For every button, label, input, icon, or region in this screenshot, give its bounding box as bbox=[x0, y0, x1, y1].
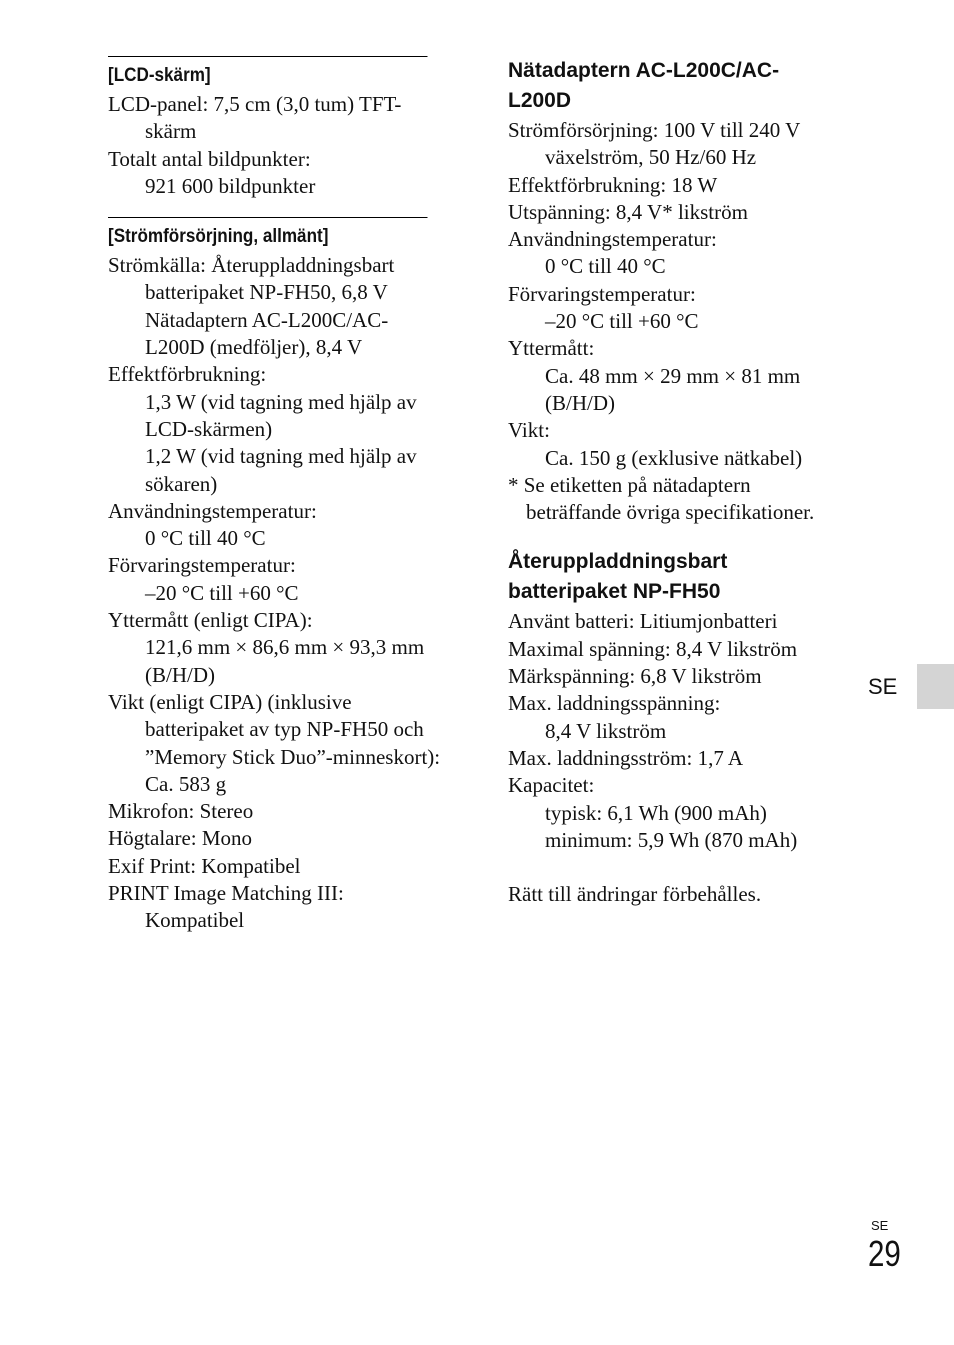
spec-line: 0 °C till 40 °C bbox=[145, 526, 266, 551]
spec-line: (B/H/D) bbox=[145, 662, 215, 687]
spec-line: Yttermått: bbox=[508, 336, 595, 361]
spec-line: Användningstemperatur: bbox=[508, 227, 717, 252]
spec-line: LCD-panel: 7,5 cm (3,0 tum) TFT- bbox=[108, 92, 402, 116]
spec-line: Förvaringstemperatur: bbox=[108, 553, 296, 578]
section-heading-battery bbox=[508, 547, 853, 607]
spec-line: 121,6 mm × 86,6 mm × 93,3 mm bbox=[145, 635, 425, 660]
spec-line: Totalt antal bildpunkter: bbox=[108, 146, 311, 171]
page-number: 29 bbox=[868, 1233, 901, 1274]
spec-line: skärm bbox=[145, 119, 197, 144]
spec-line: Högtalare: Mono bbox=[108, 826, 253, 851]
spec-line: Max. laddningsspänning: bbox=[508, 691, 721, 716]
spec-line: Effektförbrukning: 18 W bbox=[508, 172, 718, 197]
spec-line: sökaren) bbox=[145, 471, 218, 496]
spec-line: växelström, 50 Hz/60 Hz bbox=[545, 145, 757, 170]
spec-line: Strömkälla: Återuppladdningsbart bbox=[108, 253, 395, 278]
spec-line: –20 °C till +60 °C bbox=[145, 580, 299, 605]
language-tab bbox=[917, 664, 954, 709]
page-language-label: SE bbox=[871, 1218, 889, 1233]
spec-line: Använt batteri: Litiumjonbatteri bbox=[508, 609, 778, 634]
heading-line: Nätadaptern AC-L200C/AC- bbox=[508, 59, 780, 82]
spec-line: Effektförbrukning: bbox=[108, 362, 267, 387]
right-column bbox=[508, 56, 853, 909]
spec-line: Exif Print: Kompatibel bbox=[108, 853, 301, 878]
footnote-line: beträffande övriga specifikationer. bbox=[526, 500, 815, 525]
spec-line: 1,3 W (vid tagning med hjälp av bbox=[145, 389, 417, 414]
spec-line: PRINT Image Matching III: bbox=[108, 881, 344, 906]
spec-line: L200D (medföljer), 8,4 V bbox=[145, 335, 363, 360]
section-heading-lcd: [LCD-skärm] bbox=[108, 56, 428, 89]
footnote-line: * Se etiketten på nätadaptern bbox=[508, 472, 751, 497]
spec-line: 921 600 bildpunkter bbox=[145, 173, 316, 198]
spec-line: minimum: 5,9 Wh (870 mAh) bbox=[545, 827, 798, 852]
section-heading-adapter bbox=[508, 56, 853, 116]
spec-line: Maximal spänning: 8,4 V likström bbox=[508, 636, 798, 661]
spec-line: Ca. 48 mm × 29 mm × 81 mm bbox=[545, 363, 801, 388]
spec-line: Yttermått (enligt CIPA): bbox=[108, 608, 313, 633]
blank-line bbox=[508, 854, 853, 881]
spec-line: Utspänning: 8,4 V* likström bbox=[508, 199, 748, 224]
spec-line: Vikt (enligt CIPA) (inklusive bbox=[108, 689, 352, 714]
spec-line: 0 °C till 40 °C bbox=[545, 254, 666, 279]
spec-line: Märkspänning: 6,8 V likström bbox=[508, 664, 762, 689]
left-column bbox=[108, 56, 463, 935]
spec-line: typisk: 6,1 Wh (900 mAh) bbox=[545, 800, 767, 825]
language-tab-label: SE bbox=[868, 674, 898, 699]
heading-line: batteripaket NP-FH50 bbox=[508, 580, 721, 604]
spec-line: Ca. 583 g bbox=[145, 771, 227, 796]
heading-line: L200D bbox=[508, 89, 572, 112]
spec-line: 8,4 V likström bbox=[545, 718, 667, 743]
spec-line: (B/H/D) bbox=[545, 390, 615, 415]
heading-line: Återuppladdningsbart bbox=[508, 550, 728, 574]
spec-line: batteripaket av typ NP-FH50 och bbox=[145, 717, 424, 742]
disclaimer-note: Rätt till ändringar förbehålles. bbox=[508, 882, 762, 907]
spec-line: –20 °C till +60 °C bbox=[545, 309, 699, 334]
spec-line: LCD-skärmen) bbox=[145, 416, 273, 441]
spec-line: Max. laddningsström: 1,7 A bbox=[508, 745, 744, 770]
spec-line: Nätadaptern AC-L200C/AC- bbox=[145, 307, 389, 332]
spec-line: 1,2 W (vid tagning med hjälp av bbox=[145, 444, 417, 469]
section-heading-power: [Strömförsörjning, allmänt] bbox=[108, 217, 428, 250]
spec-line: Kapacitet: bbox=[508, 773, 595, 798]
spec-line: ”Memory Stick Duo”-minneskort): bbox=[145, 744, 441, 769]
spec-line: Strömförsörjning: 100 V till 240 V bbox=[508, 118, 801, 142]
spec-line: Användningstemperatur: bbox=[108, 498, 317, 523]
spec-line: Ca. 150 g (exklusive nätkabel) bbox=[545, 445, 803, 470]
spec-line: Förvaringstemperatur: bbox=[508, 281, 696, 306]
spec-line: Vikt: bbox=[508, 418, 550, 443]
spec-line: batteripaket NP-FH50, 6,8 V bbox=[145, 280, 388, 305]
spec-line: Mikrofon: Stereo bbox=[108, 799, 254, 824]
spec-line: Kompatibel bbox=[145, 908, 245, 933]
